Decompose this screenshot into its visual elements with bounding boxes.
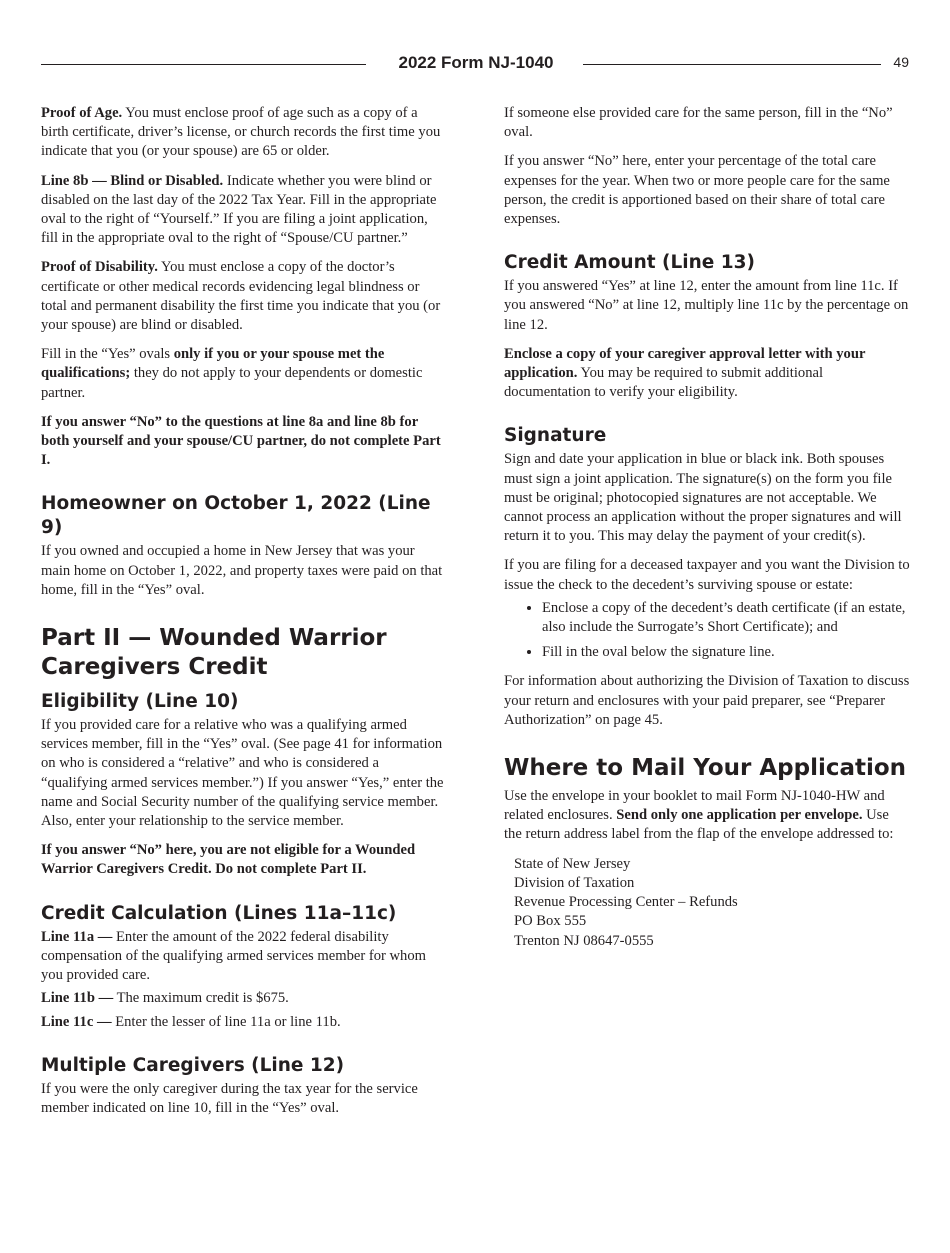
line-11a-paragraph — [41, 928, 447, 986]
enclose-text: You may be required to submit additional documentation to verify your eligibility. — [504, 365, 824, 401]
left-column — [41, 104, 447, 1128]
line-11c-paragraph — [41, 1013, 447, 1032]
address-line: Revenue Processing Center – Refunds — [514, 894, 738, 911]
line-11b-text: The maximum credit is $675. — [113, 990, 289, 1007]
header-rule-left — [41, 64, 366, 65]
fill-yes-bold: only if you or your spouse met the qualifications; — [41, 346, 385, 382]
line-11c-text: Enter the lesser of line 11a or line 11b. — [111, 1013, 341, 1030]
fill-yes-paragraph — [41, 345, 447, 403]
deceased-bullet-list — [504, 599, 910, 663]
credit-amount-heading: Credit Amount (Line 13) — [504, 252, 755, 274]
homeowner-paragraph: If you owned and occupied a home in New Jersey that was your main home on October 1, 2022, and property taxes were paid on that home, fill in the “Yes” oval. — [41, 543, 443, 598]
mail-post: Use the return address label from the flap of the envelope addressed to: — [504, 807, 894, 843]
enclose-bold: Enclose a copy of your caregiver approval letter with your application. — [504, 345, 866, 382]
list-item: • Enclose a copy of the decedent’s death certificate (if an estate, also include the Surrogate’s Short Certificate); and — [542, 599, 910, 637]
proof-of-disability-text: You must enclose a copy of the doctor’s certificate or other medical records evidencing legal blindness or total and permanent disability the first time you indicate that you (or your spouse) are blind or disabled. — [41, 259, 441, 334]
homeowner-heading: Homeowner on October 1, 2022 (Line 9) — [41, 493, 431, 539]
line-8b-paragraph — [41, 172, 447, 249]
credit-calculation-heading: Credit Calculation (Lines 11a–11c) — [41, 902, 397, 924]
page-header — [41, 52, 909, 78]
address-line: PO Box 555 — [514, 913, 587, 930]
mail-heading: Where to Mail Your Application — [504, 755, 907, 782]
address-line: State of New Jersey — [514, 855, 631, 872]
enclose-paragraph — [504, 345, 910, 403]
authorization-paragraph: For information about authorizing the Division of Taxation to discuss your return and enclosures with your paid preparer, see “Preparer Authorization” on page 45. — [504, 673, 910, 728]
mail-paragraph — [504, 787, 910, 845]
eligibility-note — [41, 841, 447, 879]
fill-yes-pre: Fill in the “Yes” ovals — [41, 346, 174, 363]
part-2-heading — [41, 624, 447, 682]
signature-paragraph: Sign and date your application in blue or black ink. Both spouses must sign a joint application. The signature(s) on the form you file must be original; photocopied signatures are not acceptable. We cannot process an application without the proper signatures and will return it to you. This may delay the payment of your credit(s). — [504, 451, 902, 545]
deceased-paragraph: If you are filing for a deceased taxpayer and you want the Division to issue the check to the decedent’s surviving spouse or estate: — [504, 557, 910, 593]
proof-of-age-lead: Proof of Age. — [41, 105, 123, 121]
address-line: Trenton NJ 08647-0555 — [514, 932, 654, 949]
page-number: 49 — [893, 54, 909, 70]
eligibility-heading: Eligibility (Line 10) — [41, 691, 239, 713]
line-11c-lead: Line 11c — — [41, 1013, 112, 1030]
part-2-heading-line2: Caregivers Credit — [41, 654, 268, 681]
mail-bold: Send only one application per envelope. — [616, 807, 863, 824]
part-1-no-note-text: If you answer “No” to the questions at line 8a and line 8b for both yourself and your spouse/CU partner, do not complete Part I. — [41, 413, 441, 469]
fill-yes-post: they do not apply to your dependents or domestic partner. — [41, 365, 423, 401]
mailing-address — [504, 855, 910, 951]
page-title: 2022 Form NJ-1040 — [398, 53, 554, 72]
signature-heading: Signature — [504, 425, 607, 447]
right-column — [504, 104, 910, 951]
line-11b-paragraph — [41, 989, 447, 1008]
proof-of-age-paragraph — [41, 104, 447, 162]
line-8b-lead: Line 8b — Blind or Disabled. — [41, 172, 224, 189]
line-11a-text: Enter the amount of the 2022 federal disability compensation of the qualifying armed services member for whom you provided care. — [41, 928, 426, 984]
proof-of-disability-lead: Proof of Disability. — [41, 259, 158, 276]
multiple-caregivers-paragraph: If you were the only caregiver during the tax year for the service member indicated on line 10, fill in the “Yes” oval. — [41, 1080, 418, 1116]
multiple-caregivers-heading: Multiple Caregivers (Line 12) — [41, 1054, 345, 1076]
answer-no-paragraph: If you answer “No” here, enter your percentage of the total care expenses for the year. When two or more people care for the same person, the credit is apportioned based on their share of total care expenses. — [504, 153, 890, 228]
line-8b-text: Indicate whether you were blind or disabled on the last day of the 2022 Tax Year. Fill in the appropriate oval to the right of “Yourself.” If you are filing a joint application, fill in the appropriate oval to the right of “Spouse/CU partner.” — [41, 172, 437, 247]
part-1-no-note — [41, 413, 447, 471]
line-11b-lead: Line 11b — — [41, 990, 114, 1007]
address-line: Division of Taxation — [514, 874, 635, 891]
header-rule-right — [583, 64, 881, 65]
eligibility-note-text: If you answer “No” here, you are not eligible for a Wounded Warrior Caregivers Credit. Do not complete Part II. — [41, 842, 416, 878]
list-item: • Fill in the oval below the signature line. — [542, 643, 910, 662]
proof-of-age-text: You must enclose proof of age such as a copy of a birth certificate, driver’s license, or church records the first time you indicate that you (or your spouse) are 65 or older. — [41, 105, 441, 160]
credit-amount-paragraph: If you answered “Yes” at line 12, enter the amount from line 11c. If you answered “No” at line 12, multiply line 11c by the percentage on line 12. — [504, 278, 909, 333]
someone-else-paragraph: If someone else provided care for the same person, fill in the “No” oval. — [504, 105, 893, 141]
eligibility-paragraph: If you provided care for a relative who was a qualifying armed services member, fill in the “Yes” oval. (See page 41 for information on who is considered a “relative” and who is considered a “qualifying armed services member.”) If you answer “Yes,” enter the name and Social Security number of the qualifying service member. Also, enter your relationship to the service member. — [41, 717, 444, 830]
line-11a-lead: Line 11a — — [41, 928, 113, 945]
part-2-heading-line1: Part II — Wounded Warrior — [41, 625, 387, 652]
proof-of-disability-paragraph — [41, 258, 447, 335]
mail-pre: Use the envelope in your booklet to mail Form NJ-1040-HW and related enclosures. — [504, 788, 885, 824]
